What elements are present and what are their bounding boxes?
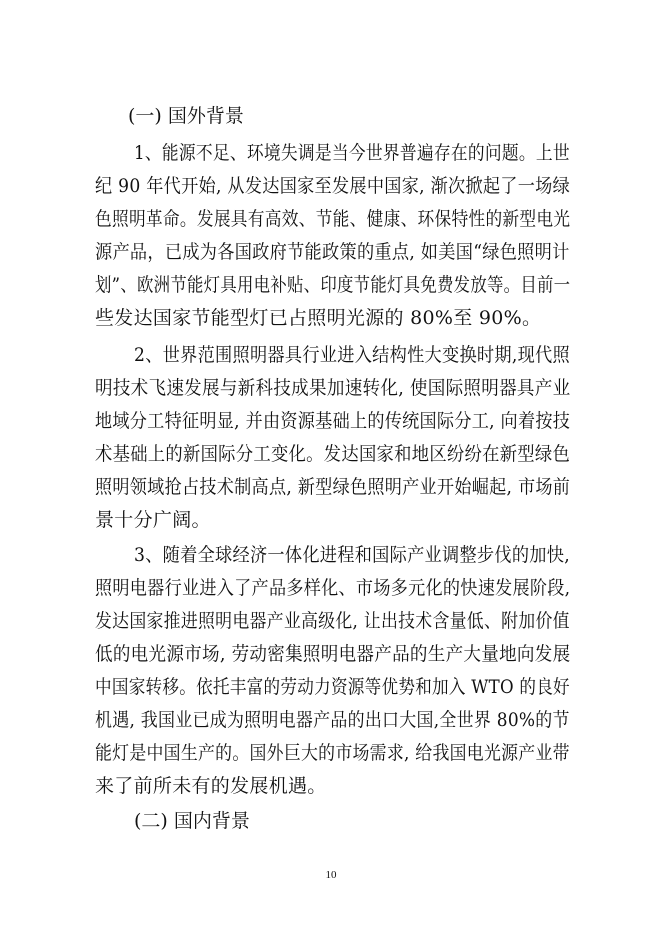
page-number: 10 — [325, 869, 337, 881]
paragraph-line: 源产品，已成为各国政府节能政策的重点, 如美国“绿色照明计 — [95, 241, 570, 263]
paragraph-line: 照明领域抢占技术制高点, 新型绿色照明产业开始崛起, 市场前 — [95, 476, 571, 498]
paragraph-line: 2、世界范围照明器具行业进入结构性大变换时期,现代照 — [134, 344, 570, 366]
paragraph-line: 发达国家推进照明电器产业高级化, 让出技术含量低、附加价值 — [95, 610, 570, 632]
paragraph-line: 低的电光源市场, 劳动密集照明电器产品的生产大量地向发展 — [95, 643, 571, 665]
paragraph-line: 地域分工特征明显, 并由资源基础上的传统国际分工, 向着按技 — [95, 410, 571, 432]
paragraph-line: 机遇, 我国业已成为照明电器产品的出口大国,全世界 80%的节 — [95, 709, 570, 731]
paragraph-line: 明技术飞速发展与新科技成果加速转化, 使国际照明器具产业 — [95, 377, 571, 399]
paragraph-line: 来了前所未有的发展机遇。 — [95, 775, 327, 797]
paragraph-line: 纪 90 年代开始, 从发达国家至发展中国家, 渐次掀起了一场绿 — [95, 175, 570, 197]
paragraph-line: 术基础上的新国际分工变化。发达国家和地区纷纷在新型绿色 — [95, 443, 571, 465]
paragraph-line: 色照明革命。发展具有高效、节能、健康、环保特性的新型电光 — [95, 208, 571, 230]
paragraph-line: 3、随着全球经济一体化进程和国际产业调整步伐的加快, — [134, 544, 570, 566]
paragraph-line: 照明电器行业进入了产品多样化、市场多元化的快速发展阶段, — [95, 577, 571, 599]
paragraph-line: 些发达国家节能型灯已占照明光源的 80%至 90%。 — [95, 307, 542, 329]
paragraph-line: 景十分广阔。 — [95, 509, 211, 531]
paragraph-line: 能灯是中国生产的。国外巨大的市场需求, 给我国电光源产业带 — [95, 742, 570, 764]
section-heading-domestic: (二) 国内背景 — [134, 810, 250, 832]
paragraph-line: 划”、欧洲节能灯具用电补贴、印度节能灯具免费发放等。目前一 — [95, 274, 571, 296]
section-heading-foreign: (一) 国外背景 — [128, 105, 244, 127]
paragraph-line: 1、能源不足、环境失调是当今世界普遍存在的问题。上世 — [134, 142, 570, 164]
paragraph-line: 中国家转移。依托丰富的劳动力资源等优势和加入 WTO 的良好 — [95, 676, 570, 698]
